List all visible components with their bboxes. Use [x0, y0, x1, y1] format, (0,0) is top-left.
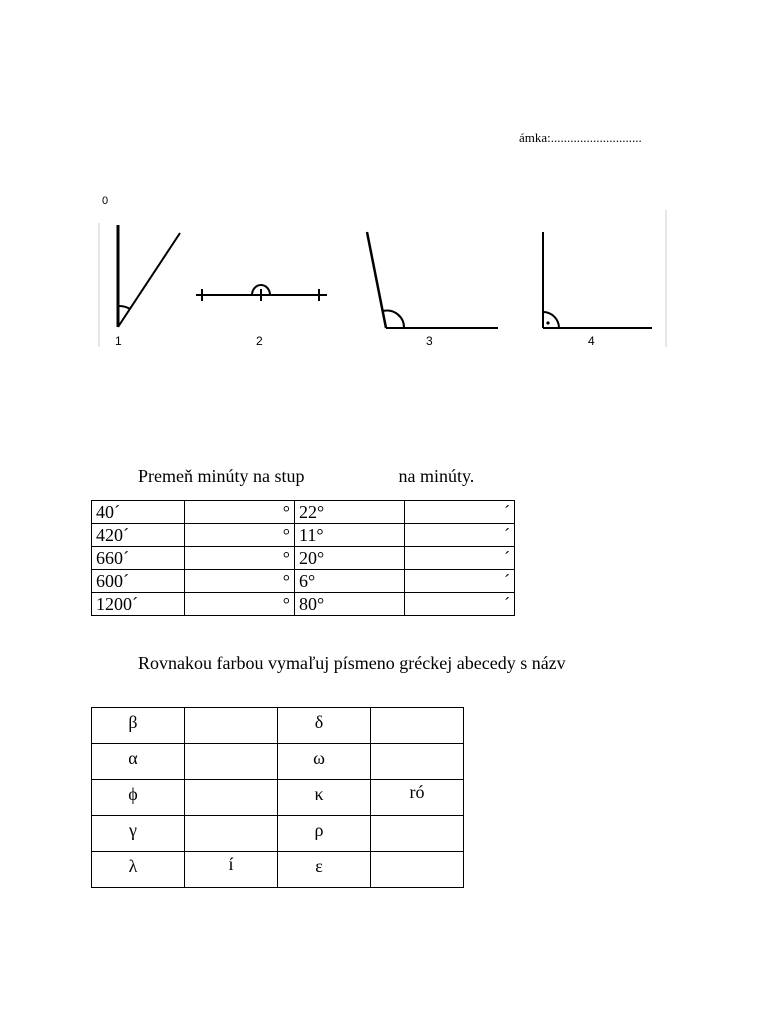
greek-letter-cell: γ: [92, 816, 185, 852]
angle-2: [196, 285, 327, 301]
angle-1: [118, 225, 180, 327]
conversion-table: [91, 500, 515, 616]
minutes-cell: 600´: [92, 570, 185, 593]
letter-name-cell[interactable]: [185, 708, 278, 744]
degrees-answer-cell[interactable]: °: [185, 570, 295, 593]
minutes-answer-cell[interactable]: ´: [405, 547, 515, 570]
conversion-row: [92, 593, 515, 616]
greek-letter-cell: ρ: [278, 816, 371, 852]
conversion-row: [92, 501, 515, 524]
greek-letters-table: [91, 707, 464, 888]
minutes-cell: 420´: [92, 524, 185, 547]
conversion-row: [92, 570, 515, 593]
degrees-answer-cell[interactable]: °: [185, 524, 295, 547]
angle-4: [543, 232, 652, 328]
letter-name-cell[interactable]: [371, 744, 464, 780]
minutes-answer-cell[interactable]: ´: [405, 524, 515, 547]
task1-instruction-left: Premeň minúty na stup: [138, 466, 305, 486]
degrees-answer-cell[interactable]: °: [185, 593, 295, 616]
name-line: ámka:............................: [519, 130, 642, 145]
conversion-row: [92, 547, 515, 570]
angle-label-3: 3: [426, 334, 433, 348]
greek-letter-cell: ϕ: [92, 780, 185, 816]
minutes-cell: 660´: [92, 547, 185, 570]
letter-name-cell[interactable]: [185, 744, 278, 780]
degrees-cell: 22°: [295, 501, 405, 524]
letter-name-cell[interactable]: [185, 816, 278, 852]
greek-letter-cell: α: [92, 744, 185, 780]
minutes-answer-cell[interactable]: ´: [405, 593, 515, 616]
degrees-cell: 11°: [295, 524, 405, 547]
task1-instruction-right: na minúty.: [398, 466, 475, 486]
greek-row: [92, 780, 464, 816]
conversion-row: [92, 524, 515, 547]
minutes-cell: 40´: [92, 501, 185, 524]
greek-row: [92, 708, 464, 744]
minutes-cell: 1200´: [92, 593, 185, 616]
figure-corner-label: 0: [102, 195, 109, 207]
greek-letter-cell: λ: [92, 852, 185, 888]
letter-name-cell[interactable]: [371, 708, 464, 744]
letter-name-cell[interactable]: ró: [371, 780, 464, 816]
greek-letter-cell: δ: [278, 708, 371, 744]
degrees-cell: 20°: [295, 547, 405, 570]
minutes-answer-cell[interactable]: ´: [405, 570, 515, 593]
greek-row: [92, 744, 464, 780]
task2-instruction: Rovnakou farbou vymaľuj písmeno gréckej abecedy s názv: [138, 653, 566, 673]
greek-letter-cell: ω: [278, 744, 371, 780]
letter-name-cell[interactable]: í: [185, 852, 278, 888]
greek-letter-cell: β: [92, 708, 185, 744]
angle-3: [367, 232, 498, 328]
greek-row: [92, 816, 464, 852]
degrees-answer-cell[interactable]: °: [185, 547, 295, 570]
greek-letter-cell: κ: [278, 780, 371, 816]
angle-label-4: 4: [588, 334, 595, 348]
degrees-answer-cell[interactable]: °: [185, 501, 295, 524]
greek-row: [92, 852, 464, 888]
greek-letter-cell: ε: [278, 852, 371, 888]
angle-label-2: 2: [256, 334, 263, 348]
degrees-cell: 6°: [295, 570, 405, 593]
angles-figure: [98, 205, 670, 355]
degrees-cell: 80°: [295, 593, 405, 616]
task1-instruction: [138, 466, 474, 487]
angle-label-1: 1: [115, 334, 122, 348]
letter-name-cell[interactable]: [185, 780, 278, 816]
minutes-answer-cell[interactable]: ´: [405, 501, 515, 524]
letter-name-cell[interactable]: [371, 852, 464, 888]
letter-name-cell[interactable]: [371, 816, 464, 852]
